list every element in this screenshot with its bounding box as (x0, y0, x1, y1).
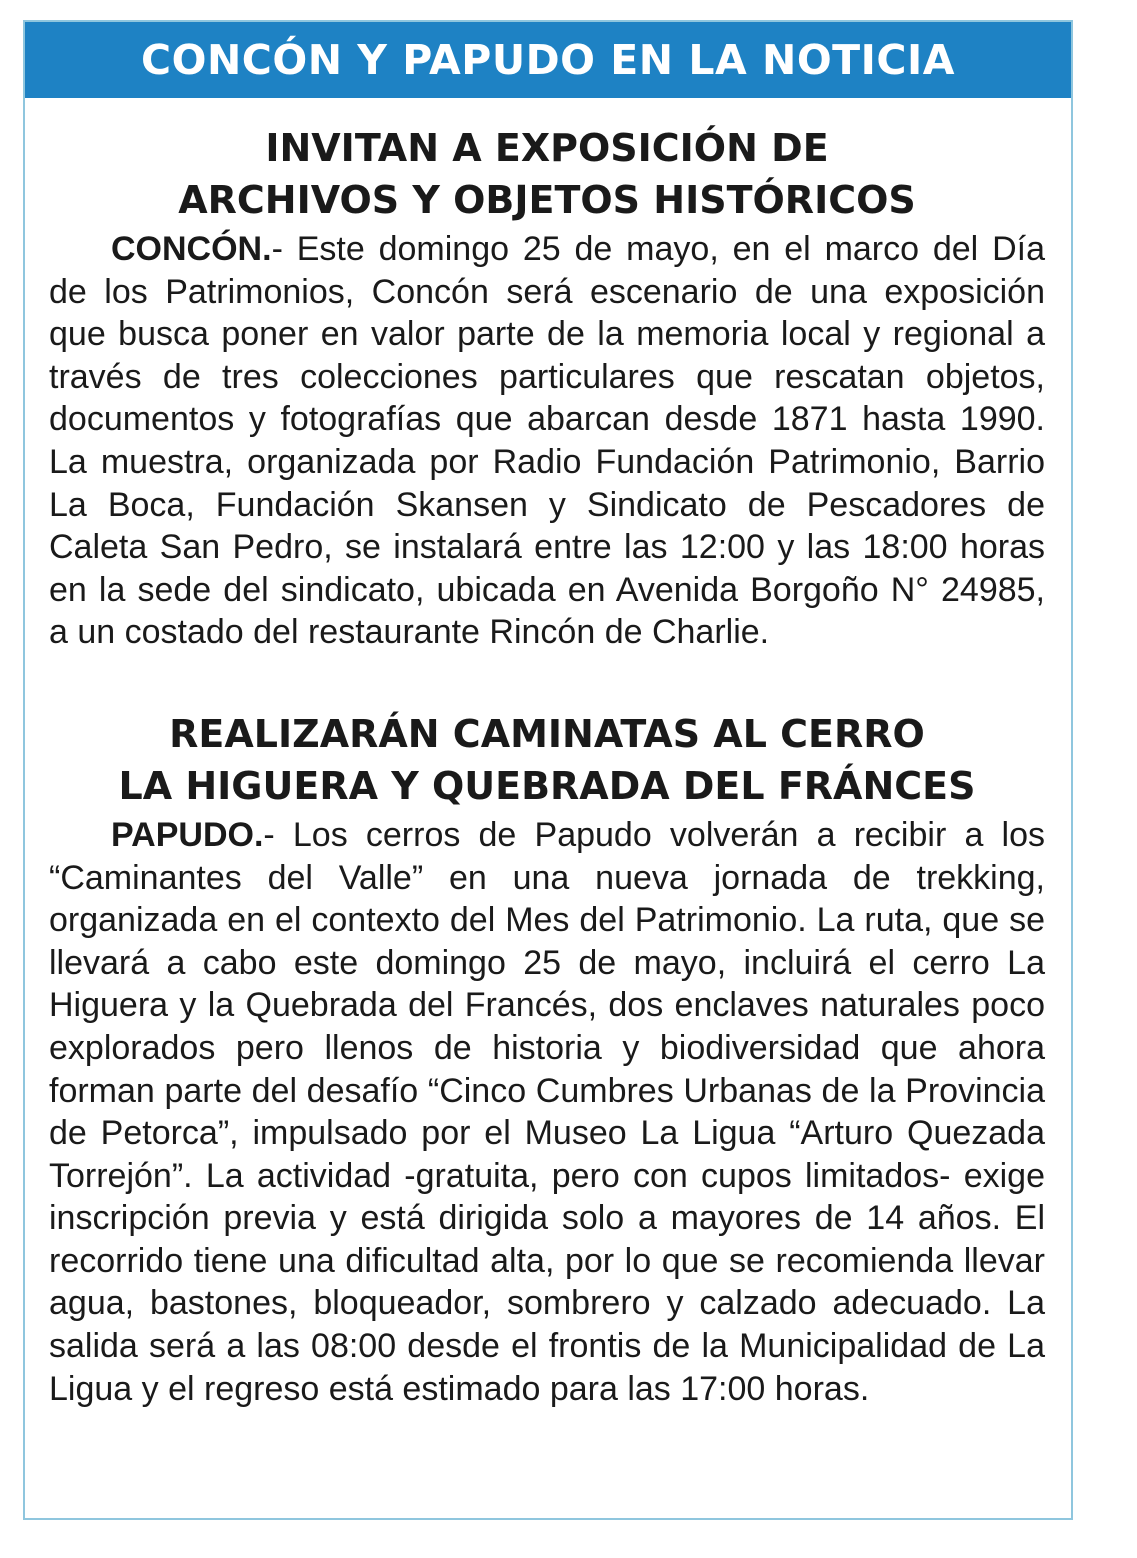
article-dateline: CONCÓN. (111, 230, 272, 268)
headline-line: REALIZARÁN CAMINATAS AL CERRO (169, 711, 925, 756)
article-body (49, 228, 1045, 654)
section-banner (25, 22, 1071, 98)
article-text: - Este domingo 25 de mayo, en el marco del Día de los Patrimonios, Concón será escenario de una exposición que busca poner en valor parte de la memoria local y regional a través de tres colecciones particulares que rescatan objetos, documentos y fotografías que abarcan desde 1871 hasta 1990. La muestra, organizada por Radio Fundación Patrimonio, Barrio La Boca, Fundación Skansen y Sindicato de Pescadores de Caleta San Pedro, se instalará entre las 12:00 y las 18:00 horas en la sede del sindicato, ubicada en Avenida Borgoño N° 24985, a un costado del restaurante Rincón de Charlie. (49, 230, 1045, 652)
article-body (49, 814, 1045, 1410)
article-headline (49, 708, 1045, 812)
headline-line: INVITAN A EXPOSICIÓN DE (265, 126, 829, 170)
article-concon (25, 98, 1071, 654)
headline-line: LA HIGUERA Y QUEBRADA DEL FRÁNCES (118, 763, 976, 808)
article-dateline: PAPUDO. (111, 815, 264, 854)
headline-line: ARCHIVOS Y OBJETOS HISTÓRICOS (178, 178, 916, 222)
article-text: - Los cerros de Papudo volverán a recibir a los “Caminantes del Valle” en una nueva jornada de trekking, organizada en el contexto del Mes del Patrimonio. La ruta, que se llevará a cabo este domingo 25 de mayo, incluirá el cerro La Higuera y la Quebrada del Francés, dos enclaves naturales poco explorados pero llenos de historia y biodiversidad que ahora forman parte del desafío “Cinco Cumbres Urbanas de la Provincia de Petorca”, impulsado por el Museo La Ligua “Arturo Quezada Torrejón”. La actividad -gratuita, pero con cupos limitados- exige inscripción previa y está dirigida solo a mayores de 14 años. El recorrido tiene una dificultad alta, por lo que se recomienda llevar agua, bastones, bloqueador, sombrero y calzado adecuado. La salida será a las 08:00 desde el frontis de la Municipalidad de La Ligua y el regreso está estimado para las 17:00 horas. (49, 815, 1045, 1408)
section-title: CONCÓN Y PAPUDO EN LA NOTICIA (141, 36, 955, 84)
news-section (23, 20, 1073, 1520)
article-papudo (25, 708, 1071, 1410)
article-headline (49, 98, 1045, 226)
